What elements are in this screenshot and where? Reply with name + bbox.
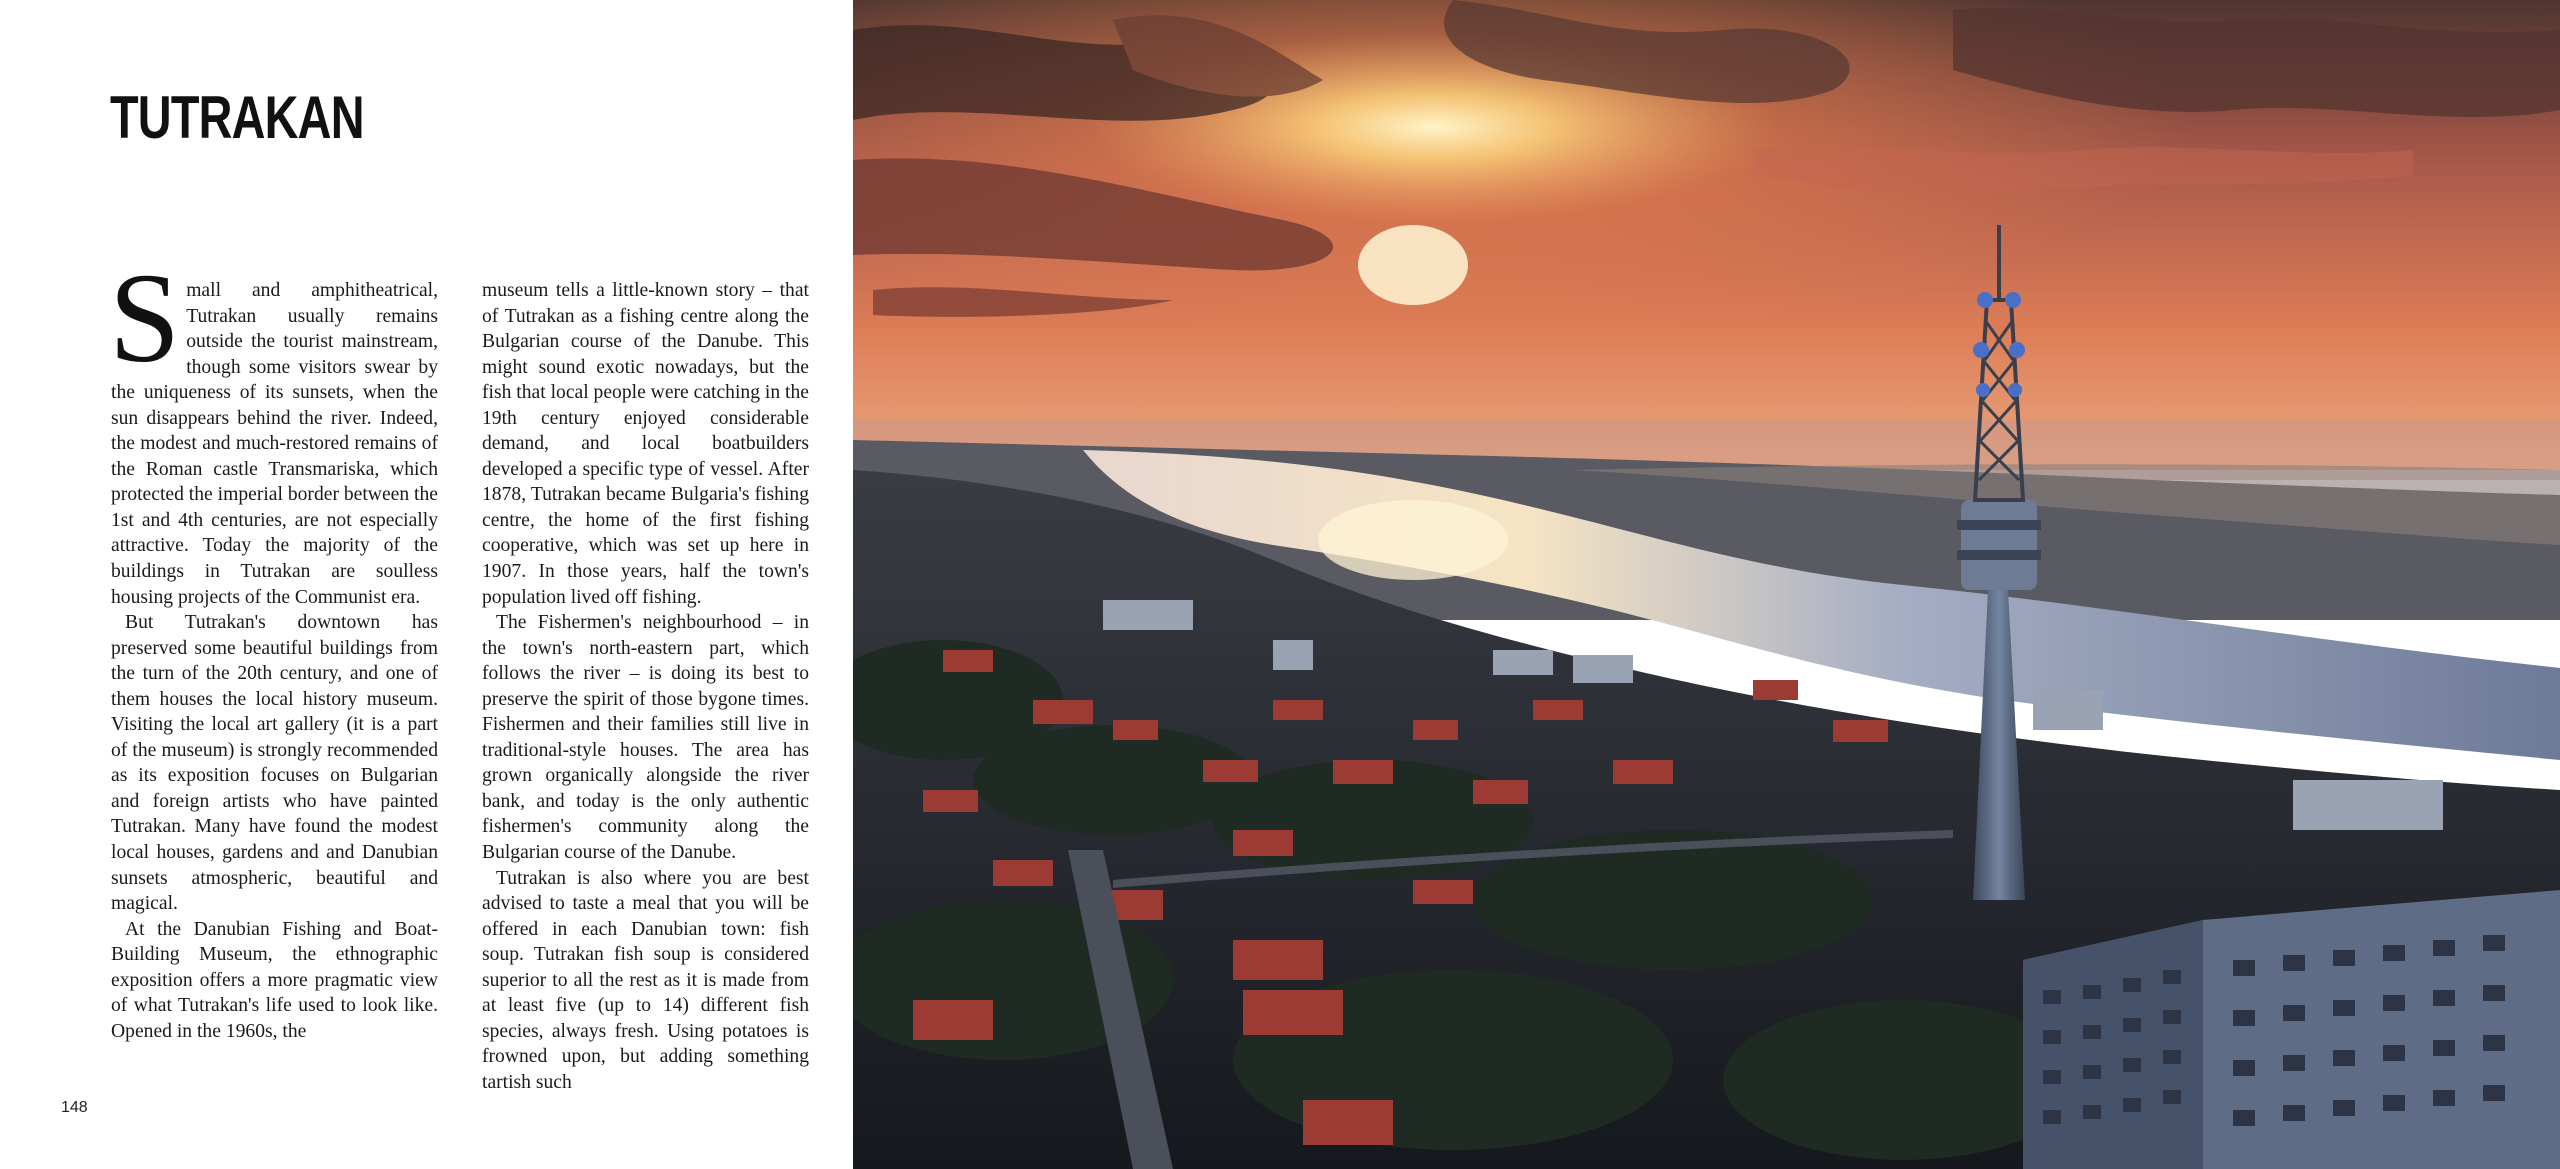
paragraph: At the Danubian Fishing and Boat-Building Museum, the ethnographic exposition offers a more pragmatic view of what Tutrakan's life used to look like. Opened in the 1960s, the: [111, 918, 438, 1042]
text-column-1: [109, 247, 438, 1044]
page-number: 148: [61, 1099, 88, 1116]
drop-cap: S: [109, 247, 181, 389]
paragraph-intro: [109, 247, 438, 610]
paragraph: museum tells a little-known story – that of Tutrakan as a fishing centre along the Bulgarian course of the Danube. This might sound exotic nowadays, but the fish that local people were catching in the 19th century enjoyed considerable demand, and local boatbuilders developed a specific type of vessel. After 1878, Tutrakan became Bulgaria's fishing centre, the home of the first fishing cooperative, which was set up here in 1907. In those years, half the town's population lived off fishing.: [482, 280, 809, 608]
sun-reflection: [1318, 500, 1508, 580]
photo-illustration: [853, 0, 2560, 1169]
paragraph: But Tutrakan's downtown has preserved some beautiful buildings from the turn of the 20th century, and one of them houses the local history museum. Visiting the local art gallery (it is a part of the museum) is strongly recommended as its exposition focuses on Bulgarian and foreign artists who have painted Tutrakan. Many have found the modest local houses, gardens and and Danubian sunsets atmospheric, beautiful and magical.: [111, 612, 438, 915]
paragraph: Tutrakan is also where you are best advised to taste a meal that you will be offered in each Danubian town: fish soup. Tutrakan fish soup is considered superior to all the rest as it is made from at least five (up to 14) different fish species, always fresh. Using potatoes is frowned upon, but adding something tartish such: [482, 867, 809, 1093]
text-page: [0, 0, 853, 1169]
sunset-aerial-photo: [853, 0, 2560, 1169]
paragraph-text: mall and amphitheatrical, Tutrakan usually remains outside the tourist mainstream, though some visitors swear by the uniqueness of its sunsets, when the sun disappears behind the river. Indeed, the modest and much-restored remains of the Roman castle Transmariska, which protected the imperial border between the 1st and 4th centuries, are not especially attractive. Today the majority of the buildings in Tutrakan are soulless housing projects of the Communist era.: [111, 280, 438, 608]
sun: [1358, 225, 1468, 305]
text-column-2: [482, 278, 809, 1096]
paragraph: The Fishermen's neighbourhood – in the town's north-eastern part, which follows the river – is doing its best to preserve the spirit of those bygone times. Fishermen and their families still live in traditional-style houses. The area has grown organically alongside the river bank, and today is the only authentic fishermen's community along the Bulgarian course of the Danube.: [482, 612, 809, 864]
page-title: TUTRAKAN: [110, 84, 364, 151]
